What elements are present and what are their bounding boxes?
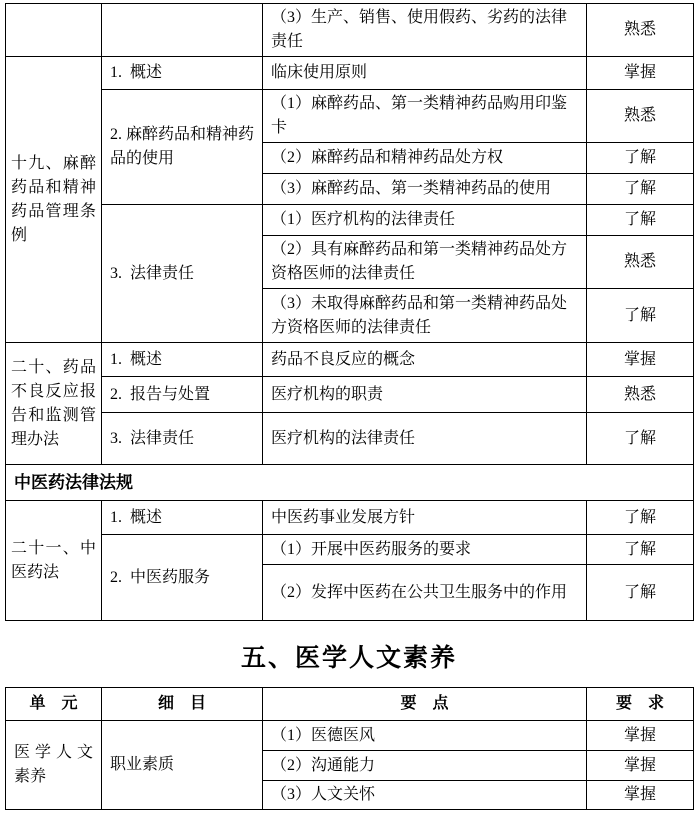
table-header-row	[6, 688, 694, 721]
requirement-cell: 熟悉	[587, 377, 694, 413]
column-header-unit: 单 元	[6, 688, 102, 721]
point-cell: 药品不良反应的概念	[263, 343, 587, 377]
point-cell: 临床使用原则	[263, 57, 587, 90]
medical-humanities-table	[5, 687, 694, 810]
unit-cell: 十九、麻醉药品和精神药品管理条例	[6, 57, 102, 343]
table-row	[6, 535, 694, 565]
subcategory-cell	[102, 4, 263, 57]
requirement-cell: 了解	[587, 535, 694, 565]
table-row	[6, 4, 694, 57]
page-title: 五、医学人文素养	[240, 645, 457, 672]
requirement-cell: 熟悉	[587, 4, 694, 57]
point-cell: （1）医德医风	[263, 721, 587, 751]
point-cell: （1）医疗机构的法律责任	[263, 205, 587, 236]
syllabus-table-continued	[5, 3, 694, 621]
point-cell: 医疗机构的法律责任	[263, 413, 587, 465]
point-cell: （3）人文关怀	[263, 781, 587, 810]
point-cell: （3）未取得麻醉药品和第一类精神药品处方资格医师的法律责任	[263, 289, 587, 343]
table-row	[6, 343, 694, 377]
table-row	[6, 205, 694, 236]
table-row	[6, 57, 694, 90]
section-header-cell: 中医药法律法规	[6, 465, 694, 501]
point-cell: （2）发挥中医药在公共卫生服务中的作用	[263, 565, 587, 621]
requirement-cell: 了解	[587, 289, 694, 343]
requirement-cell: 了解	[587, 501, 694, 535]
point-cell: （3）麻醉药品、第一类精神药品的使用	[263, 174, 587, 205]
table-row	[6, 721, 694, 751]
point-cell: （2）具有麻醉药品和第一类精神药品处方资格医师的法律责任	[263, 236, 587, 289]
point-cell: 中医药事业发展方针	[263, 501, 587, 535]
table-row	[6, 377, 694, 413]
point-cell: （1）开展中医药服务的要求	[263, 535, 587, 565]
requirement-cell: 了解	[587, 205, 694, 236]
unit-cell: 医学人文素养	[6, 721, 102, 810]
table-row	[6, 501, 694, 535]
section-header-row	[6, 465, 694, 501]
column-header-detail: 细 目	[102, 688, 263, 721]
requirement-cell: 熟悉	[587, 90, 694, 143]
requirement-cell: 掌握	[587, 721, 694, 751]
subcategory-cell: 职业素质	[102, 721, 263, 810]
subcategory-cell: 2. 中医药服务	[102, 535, 263, 621]
requirement-cell: 掌握	[587, 781, 694, 810]
subcategory-cell: 2. 报告与处置	[102, 377, 263, 413]
point-cell: （1）麻醉药品、第一类精神药品购用印鉴卡	[263, 90, 587, 143]
point-cell: 医疗机构的职责	[263, 377, 587, 413]
table-row	[6, 413, 694, 465]
column-header-requirement: 要 求	[587, 688, 694, 721]
requirement-cell: 掌握	[587, 343, 694, 377]
unit-cell	[6, 4, 102, 57]
requirement-cell: 了解	[587, 143, 694, 174]
unit-cell: 二十、药品不良反应报告和监测管理办法	[6, 343, 102, 465]
subcategory-cell: 1. 概述	[102, 343, 263, 377]
subcategory-cell: 3. 法律责任	[102, 413, 263, 465]
requirement-cell: 熟悉	[587, 236, 694, 289]
point-cell: （2）麻醉药品和精神药品处方权	[263, 143, 587, 174]
table-row	[6, 90, 694, 143]
requirement-cell: 掌握	[587, 57, 694, 90]
requirement-cell: 了解	[587, 413, 694, 465]
requirement-cell: 了解	[587, 174, 694, 205]
column-header-points: 要 点	[263, 688, 587, 721]
subcategory-cell: 3. 法律责任	[102, 205, 263, 343]
subcategory-cell: 2. 麻醉药品和精神药品的使用	[102, 90, 263, 205]
subcategory-cell: 1. 概述	[102, 501, 263, 535]
requirement-cell: 了解	[587, 565, 694, 621]
point-cell: （3）生产、销售、使用假药、劣药的法律责任	[263, 4, 587, 57]
subcategory-cell: 1. 概述	[102, 57, 263, 90]
unit-cell: 二十一、中医药法	[6, 501, 102, 621]
point-cell: （2）沟通能力	[263, 751, 587, 781]
requirement-cell: 掌握	[587, 751, 694, 781]
